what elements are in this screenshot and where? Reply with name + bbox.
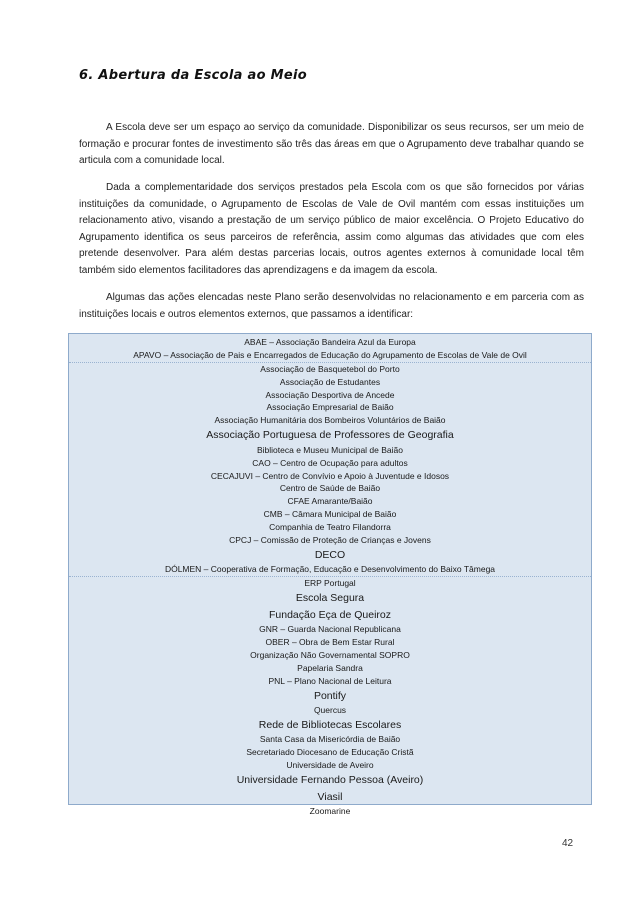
partners-table <box>68 333 592 817</box>
partner-row: Associação de Basquetebol do Porto <box>260 363 400 374</box>
partner-row: CFAE Amarante/Baião <box>287 496 373 507</box>
paragraph-complementarity: Dada a complementaridade dos serviços prestados pela Escola com os que são fornecidos por várias instituições da comunidade, o Agrupamento de Escolas de Vale de Ovil mantém com essas instituições um relacionamento ativo, visando a prestação de um serviço público de maior excelência. O Projeto Educativo do Agrupamento identifica os seus parceiros de referência, assim como algumas das atividades que com eles pretende desenvolver. Para além destas parcerias locais, outros agentes externos à comunidade local têm também sido elementos facilitadores das aprendizagens e da imagem da escola. <box>79 182 584 276</box>
partner-row: ABAE – Associação Bandeira Azul da Europa <box>244 337 416 347</box>
partner-row: CAO – Centro de Ocupação para adultos <box>252 457 408 468</box>
partner-row: Associação Portuguesa de Professores de Geografia <box>206 429 454 442</box>
partner-row: APAVO – Associação de Pais e Encarregados de Educação do Agrupamento de Escolas de Vale de Ovil <box>69 349 591 363</box>
partner-row: Quercus <box>313 705 347 716</box>
page-number: 42 <box>562 838 574 849</box>
partner-row: Viasil <box>317 790 343 803</box>
partner-row: Associação Desportiva de Ancede <box>265 389 395 400</box>
section-title: 6. Abertura da Escola ao Meio <box>79 68 307 83</box>
partner-row: Escola Segura <box>295 592 365 605</box>
partner-row: Centro de Saúde de Baião <box>279 483 381 494</box>
paragraph-actions: Algumas das ações elencadas neste Plano serão desenvolvidas no relacionamento e em parceria com as instituições locais e outros elementos externos, que passamos a identificar: <box>79 292 584 320</box>
partner-row: Santa Casa da Misericórdia de Baião <box>259 734 401 745</box>
partner-row: Associação de Estudantes <box>279 376 381 387</box>
partner-row: ERP Portugal <box>304 578 356 589</box>
partner-row: OBER – Obra de Bem Estar Rural <box>265 637 395 648</box>
partner-row: DÓLMEN – Cooperativa de Formação, Educação e Desenvolvimento do Baixo Tâmega <box>69 563 591 577</box>
partner-row: Secretariado Diocesano de Educação Cristã <box>246 747 414 758</box>
partner-row: Organização Não Governamental SOPRO <box>250 649 410 660</box>
partner-row: PNL – Plano Nacional de Leitura <box>268 675 392 686</box>
partner-row: CMB – Câmara Municipal de Baião <box>263 509 397 520</box>
partner-row: Universidade Fernando Pessoa (Aveiro) <box>236 774 424 787</box>
partner-row: Fundação Eça de Queiroz <box>269 608 391 621</box>
partner-row: Pontify <box>313 689 347 702</box>
partner-row: DECO <box>314 548 346 561</box>
partner-row: CECAJUVI – Centro de Convívio e Apoio à Juventude e Idosos <box>210 470 450 481</box>
partner-row: Rede de Bibliotecas Escolares <box>258 718 402 731</box>
partner-row: Companhia de Teatro Filandorra <box>269 522 391 533</box>
partner-row: CPCJ – Comissão de Proteção de Crianças e Jovens <box>229 534 431 545</box>
partner-row: GNR – Guarda Nacional Republicana <box>259 624 401 635</box>
partner-row: Associação Empresarial de Baião <box>266 402 394 413</box>
partner-row: Biblioteca e Museu Municipal de Baião <box>256 444 403 455</box>
partner-row: Universidade de Aveiro <box>286 760 374 771</box>
partner-row: Associação Humanitária dos Bombeiros Voluntários de Baião <box>214 415 446 426</box>
paragraph-intro: A Escola deve ser um espaço ao serviço da comunidade. Disponibilizar os seus recursos, ser um meio de formação e procurar fontes de investimento são três das áreas em que o Agrupamento deve trabalhar quando se articula com a comunidade local. <box>79 122 584 167</box>
partner-row: Papelaria Sandra <box>297 662 363 673</box>
partner-row: Zoomarine <box>309 806 351 817</box>
